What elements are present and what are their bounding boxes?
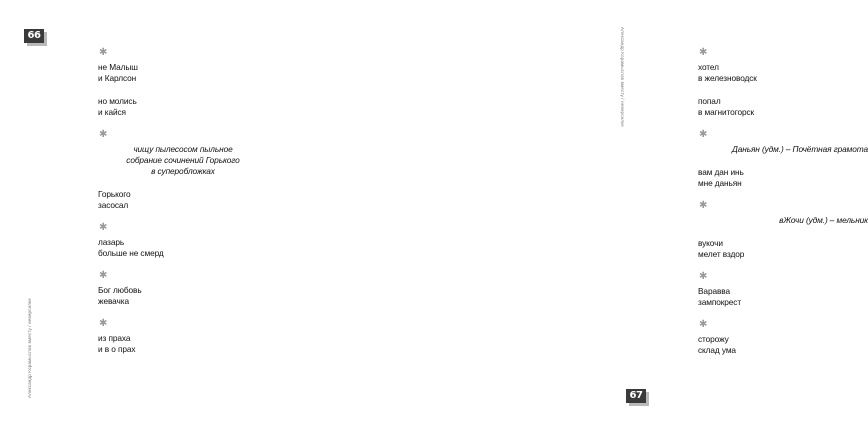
stanza-gap <box>98 84 268 96</box>
running-title-left: Александр Корамыслов вместу / неверсилке <box>27 298 32 398</box>
poem-line: попал <box>698 96 721 106</box>
poem-line: хотел <box>698 62 719 72</box>
star-ornament-icon: ✱ <box>699 129 708 140</box>
stanza-gap <box>98 177 268 189</box>
stanza-gap <box>698 226 868 238</box>
star-ornament-icon: ✱ <box>699 271 708 282</box>
left-page <box>0 0 300 425</box>
poem-line: мне даньян <box>698 178 742 188</box>
star-ornament-icon: ✱ <box>99 318 108 329</box>
poem-line: засосал <box>98 200 129 210</box>
poem-line: мелет вздор <box>698 249 745 259</box>
epigraph-line: чищу пылесосом пыльное <box>133 144 233 154</box>
star-ornament-icon: ✱ <box>99 129 108 140</box>
poem-line: Варавва <box>698 286 731 296</box>
poem-line: Горького <box>98 189 131 199</box>
epigraph-line: Даньян (удм.) – Почётная грамота <box>731 144 868 154</box>
page-number-right: 67 <box>626 389 646 403</box>
stanza-gap <box>98 211 268 223</box>
stanza-gap <box>698 155 868 167</box>
right-page <box>300 0 868 425</box>
poem-line: в магнитогорск <box>698 107 755 117</box>
stanza-gap <box>698 84 868 96</box>
poem-line: вам дан инь <box>698 167 744 177</box>
stanza-gap <box>698 260 868 272</box>
stanza-gap <box>698 308 868 320</box>
stanza-gap <box>98 118 268 130</box>
running-title-right: Александр Корамыслов вместу / неверсилке <box>620 27 625 127</box>
poem-line: в железноводск <box>698 73 757 83</box>
poem-line: зампокрест <box>698 297 742 307</box>
epigraph-line: вЖочи (удм.) – мельник <box>779 215 868 225</box>
stanza-gap <box>98 307 268 319</box>
poem-line: и кайся <box>98 107 126 117</box>
poem-line: сторожу <box>698 334 729 344</box>
star-ornament-icon: ✱ <box>699 200 708 211</box>
poem-line: из праха <box>98 333 131 343</box>
poem-line: жевачка <box>98 296 129 306</box>
poem-line: Бог любовь <box>98 285 142 295</box>
poem-line: больше не смерд <box>98 248 164 258</box>
right-poem-column <box>698 48 868 356</box>
poem-line: вукочи <box>698 238 723 248</box>
epigraph-line: собрание сочинений Горького <box>126 155 240 165</box>
stanza-gap <box>698 118 868 130</box>
poem-line: и Карлсон <box>98 73 137 83</box>
star-ornament-icon: ✱ <box>99 222 108 233</box>
stanza-gap <box>98 259 268 271</box>
star-ornament-icon: ✱ <box>699 319 708 330</box>
star-ornament-icon: ✱ <box>99 270 108 281</box>
page-number-left: 66 <box>24 29 44 43</box>
poem-line: лазарь <box>98 237 125 247</box>
stanza-gap <box>698 189 868 201</box>
poem-line: и в о прах <box>98 344 136 354</box>
epigraph-line: в суперобложках <box>151 166 215 176</box>
poem-line: склад ума <box>698 345 736 355</box>
left-poem-column <box>98 48 268 355</box>
star-ornament-icon: ✱ <box>99 47 108 58</box>
star-ornament-icon: ✱ <box>699 47 708 58</box>
poem-line: но молись <box>98 96 137 106</box>
poem-line: не Малыш <box>98 62 138 72</box>
